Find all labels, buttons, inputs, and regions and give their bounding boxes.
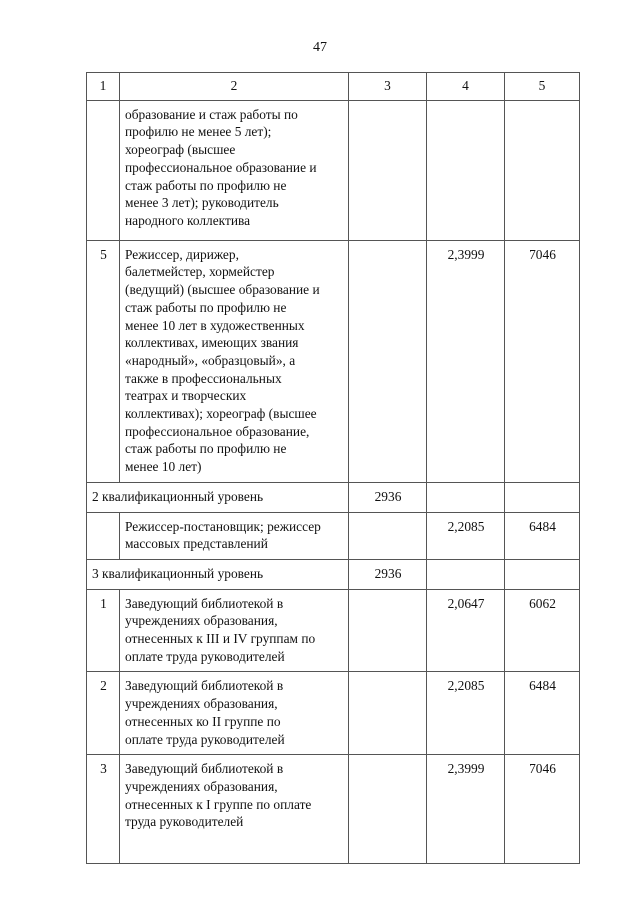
- description-line: коллективах, имеющих звания: [125, 335, 299, 351]
- description-line: Заведующий библиотекой в: [125, 761, 284, 777]
- description-line: учреждениях образования,: [125, 778, 278, 794]
- page-number: 47: [313, 40, 327, 55]
- description-line: балетмейстер, хормейстер: [125, 264, 275, 280]
- row-number: [87, 512, 120, 559]
- coefficient-cell: 2,3999: [427, 240, 505, 482]
- description-line: менее 10 лет): [125, 459, 202, 475]
- base-salary-cell: [349, 755, 427, 864]
- description-line: народного коллектива: [125, 212, 251, 228]
- description-line: отнесенных к I группе по оплате: [125, 796, 312, 812]
- base-salary-cell: [349, 672, 427, 755]
- description-line: оплате труда руководителей: [125, 731, 285, 747]
- qualification-level-row: [87, 482, 580, 512]
- table-row: [87, 755, 580, 864]
- description-line: отнесенных ко II группе по: [125, 713, 281, 729]
- description-line: стаж работы по профилю не: [125, 441, 287, 457]
- description-line: профессиональное образование,: [125, 423, 310, 439]
- salary-cell: 6062: [505, 589, 580, 672]
- row-number: 1: [87, 589, 120, 672]
- qualification-level-label: 3 квалификационный уровень: [87, 559, 349, 589]
- salary-table: [86, 72, 580, 864]
- position-description: [120, 672, 349, 755]
- salary-cell: [505, 559, 580, 589]
- header-col-3: 3: [349, 73, 427, 101]
- description-line: профилю не менее 5 лет);: [125, 124, 272, 140]
- coefficient-cell: 2,3999: [427, 755, 505, 864]
- salary-cell: 6484: [505, 672, 580, 755]
- table-row: [87, 589, 580, 672]
- table-row: [87, 672, 580, 755]
- coefficient-cell: 2,2085: [427, 512, 505, 559]
- base-salary-cell: [349, 512, 427, 559]
- row-number: [87, 100, 120, 240]
- base-salary-cell: 2936: [349, 482, 427, 512]
- description-line: Заведующий библиотекой в: [125, 678, 284, 694]
- description-line: «народный», «образцовый», а: [125, 352, 296, 368]
- header-col-2: 2: [120, 73, 349, 101]
- table-header-row: [87, 73, 580, 101]
- description-line: Режиссер-постановщик; режиссер: [125, 518, 321, 534]
- description-line: стаж работы по профилю не: [125, 299, 287, 315]
- description-line: стаж работы по профилю не: [125, 177, 287, 193]
- description-line: массовых представлений: [125, 536, 268, 552]
- coefficient-cell: [427, 559, 505, 589]
- position-description: [120, 240, 349, 482]
- row-number: 5: [87, 240, 120, 482]
- description-line: профессиональное образование и: [125, 159, 317, 175]
- description-line: отнесенных к III и IV группам по: [125, 631, 316, 647]
- table-row: [87, 240, 580, 482]
- description-line: учреждениях образования,: [125, 696, 278, 712]
- description-line: менее 10 лет в художественных: [125, 317, 305, 333]
- base-salary-cell: [349, 240, 427, 482]
- base-salary-cell: [349, 100, 427, 240]
- description-line: менее 3 лет); руководитель: [125, 195, 279, 211]
- header-col-1: 1: [87, 73, 120, 101]
- table-row: [87, 100, 580, 240]
- qualification-level-label: 2 квалификационный уровень: [87, 482, 349, 512]
- position-description: [120, 100, 349, 240]
- salary-cell: 7046: [505, 755, 580, 864]
- description-line: хореограф (высшее: [125, 142, 236, 158]
- coefficient-cell: [427, 100, 505, 240]
- description-line: также в профессиональных: [125, 370, 282, 386]
- salary-cell: [505, 100, 580, 240]
- table-row: [87, 512, 580, 559]
- qualification-level-row: [87, 559, 580, 589]
- salary-cell: [505, 482, 580, 512]
- coefficient-cell: [427, 482, 505, 512]
- description-line: театрах и творческих: [125, 388, 247, 404]
- description-line: образование и стаж работы по: [125, 106, 298, 122]
- description-line: Заведующий библиотекой в: [125, 595, 284, 611]
- row-number: 3: [87, 755, 120, 864]
- salary-cell: 7046: [505, 240, 580, 482]
- header-col-5: 5: [505, 73, 580, 101]
- position-description: [120, 589, 349, 672]
- row-number: 2: [87, 672, 120, 755]
- description-line: учреждениях образования,: [125, 613, 278, 629]
- header-col-4: 4: [427, 73, 505, 101]
- position-description: [120, 755, 349, 864]
- description-line: коллективах); хореограф (высшее: [125, 406, 317, 422]
- coefficient-cell: 2,2085: [427, 672, 505, 755]
- description-line: (ведущий) (высшее образование и: [125, 282, 320, 298]
- salary-cell: 6484: [505, 512, 580, 559]
- base-salary-cell: 2936: [349, 559, 427, 589]
- coefficient-cell: 2,0647: [427, 589, 505, 672]
- base-salary-cell: [349, 589, 427, 672]
- description-line: труда руководителей: [125, 814, 244, 830]
- position-description: [120, 512, 349, 559]
- description-line: оплате труда руководителей: [125, 648, 285, 664]
- description-line: Режиссер, дирижер,: [125, 246, 239, 262]
